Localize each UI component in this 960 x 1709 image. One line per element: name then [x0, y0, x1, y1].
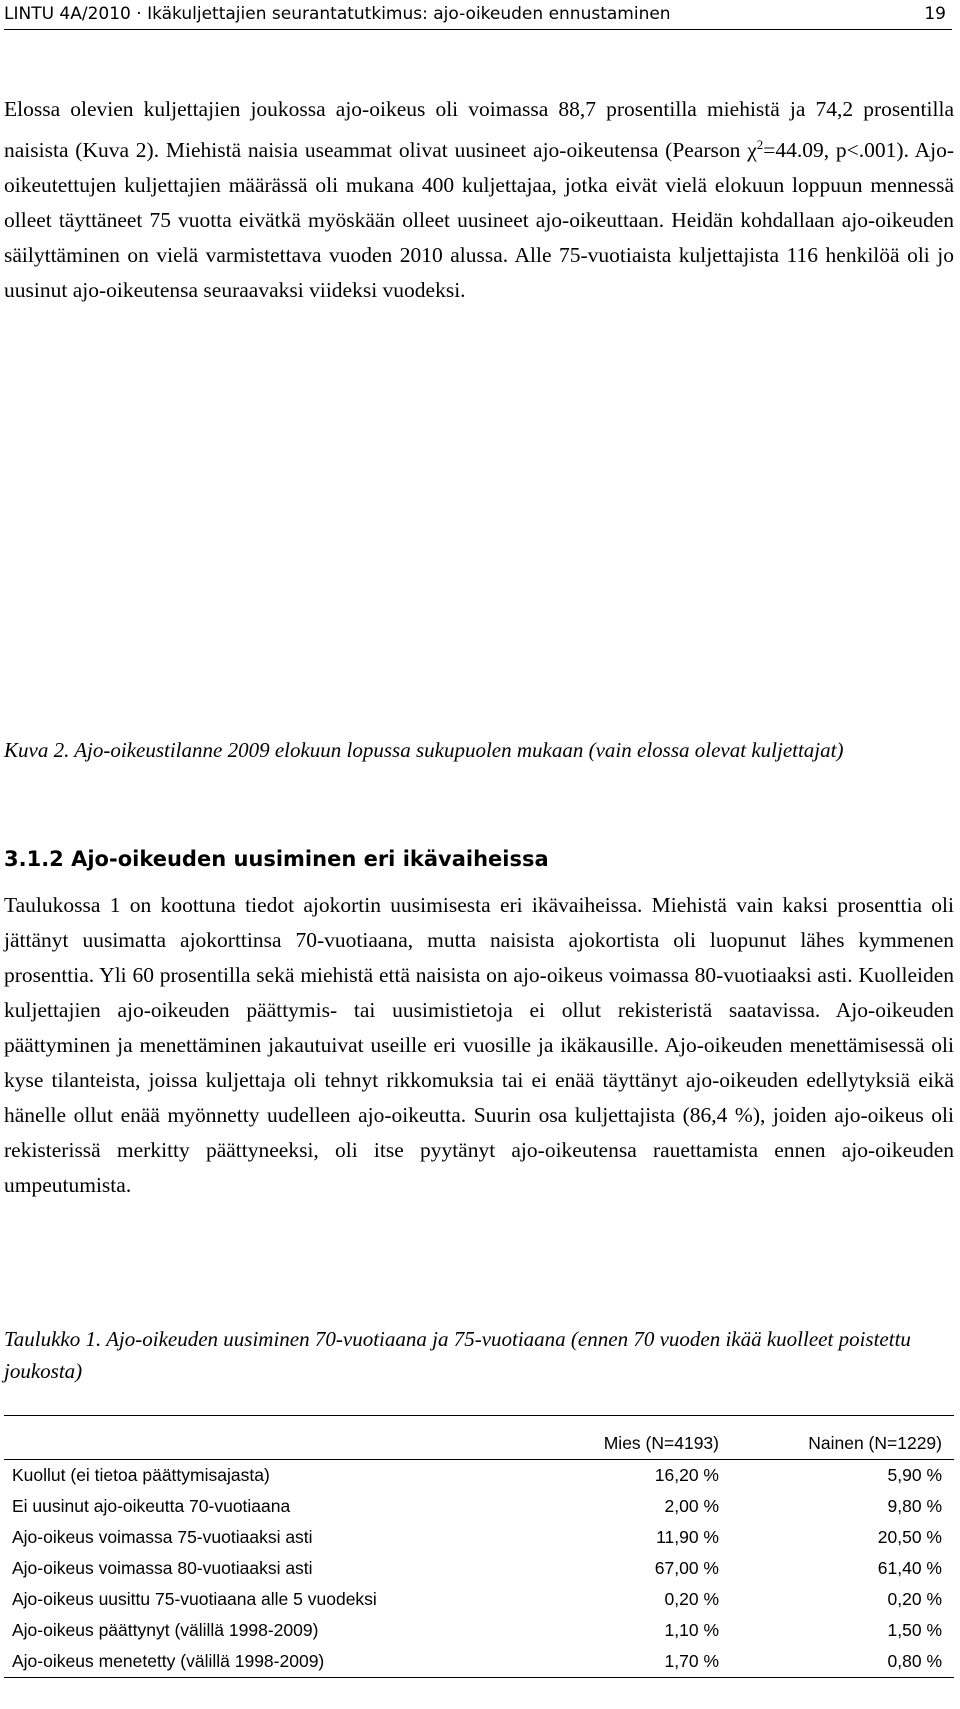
page-number: 19: [924, 4, 946, 24]
row-label: Kuollut (ei tietoa päättymisajasta): [4, 1460, 535, 1492]
table-row: [4, 1615, 954, 1646]
row-label: Ajo-oikeus päättynyt (välillä 1998-2009): [12, 1620, 319, 1640]
table-header-cell: Nainen (N=1229): [723, 1416, 954, 1460]
row-value-women: 5,90 %: [723, 1460, 954, 1492]
row-label: Ajo-oikeus uusittu 75-vuotiaana alle 5 vuodeksi: [12, 1589, 377, 1609]
row-value-men: 16,20 %: [535, 1460, 723, 1492]
table-row: [4, 1584, 954, 1615]
running-header: [4, 2, 952, 30]
row-label: Ajo-oikeus menetetty (välillä 1998-2009): [4, 1646, 535, 1678]
chi-symbol: χ: [747, 138, 757, 163]
table-caption: Taulukko 1. Ajo-oikeuden uusiminen 70-vuotiaana ja 75-vuotiaana (ennen 70 vuoden ikää kuolleet poistettu joukosta): [4, 1327, 911, 1383]
table-header-cell: [4, 1416, 535, 1460]
row-value-women: 61,40 %: [877, 1558, 942, 1578]
table-header-cell: Mies (N=4193): [535, 1416, 723, 1460]
section-heading: 3.1.2 Ajo-oikeuden uusiminen eri ikävaiheissa: [4, 847, 549, 871]
table-header-row: [4, 1416, 954, 1460]
row-value-women: 0,80 %: [723, 1646, 954, 1678]
section-paragraph: Taulukossa 1 on koottuna tiedot ajokortin uusimisesta eri ikävaiheissa. Miehistä vain kaksi prosenttia oli jättänyt uusimatta ajokorttinsa 70-vuotiaana, mutta naisista ajokortista oli luopunut lähes kymmenen prosenttia. Yli 60 prosentilla sekä miehistä että naisista on ajo-oikeus voimassa 80-vuotiaaksi asti. Kuolleiden kuljettajien ajo-oikeuden päättymis- tai uusimistietoja ei ollut rekisteristä saatavissa. Ajo-oikeuden päättyminen ja menettäminen jakautuivat useille eri vuosille ja ikäkausille. Ajo-oikeuden menettämisessä oli kyse tilanteista, joissa kuljettaja oli tehnyt rikkomuksia tai ei enää täyttänyt ajo-oikeuden edellytyksiä eikä hänelle ollut enää myönnetty uudelleen ajo-oikeutta. Suurin osa kuljettajista (86,4 %), joiden ajo-oikeus oli rekisterissä merkitty päättyneeksi, oli itse pyytänyt ajo-oikeutensa rauettamista ennen ajo-oikeuden umpeutumista.: [4, 893, 954, 1197]
row-value-men: 67,00 %: [654, 1558, 719, 1578]
row-value-women: 0,20 %: [887, 1589, 942, 1609]
paragraph-part-2: =44.09, p<.001). Ajo-oikeutettujen kuljettajien määrässä oli mukana 400 kuljettajaa, jotka eivät vielä elokuun loppuun mennessä olleet täyttäneet 75 vuotta eivätkä myöskään olleet uusineet ajo-oikeuttaan. Heidän kohdallaan ajo-oikeuden säilyttäminen on vielä varmistettava vuoden 2010 alussa. Alle 75-vuotiaista kuljettajista 116 henkilöä oli jo uusinut ajo-oikeutensa seuraavaksi viideksi vuodeksi.: [4, 138, 954, 303]
table-row: [4, 1491, 954, 1522]
row-value-women: 20,50 %: [877, 1527, 942, 1547]
table-row: [4, 1646, 954, 1678]
renewal-table: [4, 1415, 954, 1678]
table-row: [4, 1553, 954, 1584]
row-label: Ei uusinut ajo-oikeutta 70-vuotiaana: [12, 1496, 291, 1516]
paragraph-part-1: Elossa olevien kuljettajien joukossa ajo-oikeus oli voimassa 88,7 prosentilla miehistä ja 74,2 prosentilla naisista (Kuva 2). Miehistä naisia useammat olivat uusineet ajo-oikeutensa (Pearson: [4, 97, 954, 163]
chi-superscript: 2: [756, 137, 764, 152]
table-row: [4, 1460, 954, 1492]
row-value-women: 9,80 %: [887, 1496, 942, 1516]
row-value-men: 1,70 %: [535, 1646, 723, 1678]
row-label: Ajo-oikeus voimassa 75-vuotiaaksi asti: [12, 1527, 313, 1547]
header-title: LINTU 4A/2010 · Ikäkuljettajien seurantatutkimus: ajo-oikeuden ennustaminen: [4, 4, 671, 24]
row-value-men: 2,00 %: [664, 1496, 719, 1516]
row-value-men: 11,90 %: [656, 1527, 719, 1547]
row-label: Ajo-oikeus voimassa 80-vuotiaaksi asti: [12, 1558, 313, 1578]
row-value-men: 0,20 %: [664, 1589, 719, 1609]
row-value-men: 1,10 %: [664, 1620, 719, 1640]
row-value-women: 1,50 %: [887, 1620, 942, 1640]
table-row: [4, 1522, 954, 1553]
figure-caption: Kuva 2. Ajo-oikeustilanne 2009 elokuun lopussa sukupuolen mukaan (vain elossa olevat kuljettajat): [4, 738, 844, 762]
paragraph-driving-license-status: [4, 92, 954, 308]
